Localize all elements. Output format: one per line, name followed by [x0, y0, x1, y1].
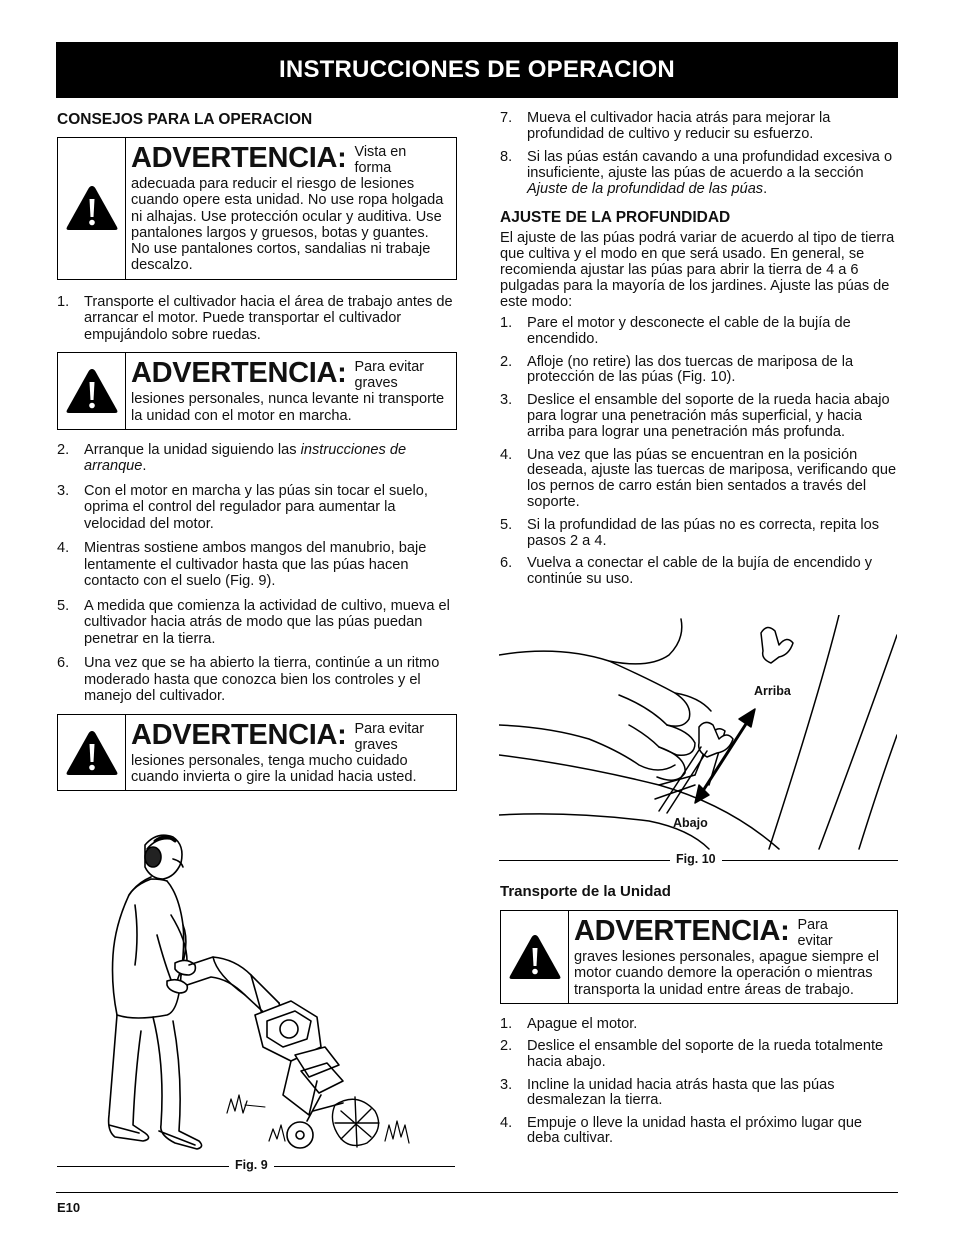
steps-list-3: [500, 110, 898, 197]
page-header: [56, 42, 898, 98]
warning-triangle-icon: [65, 366, 119, 416]
warning-first-text: Para evitar graves: [354, 359, 425, 392]
list-item: 8. Si las púas están cavando a una profundidad excesiva o insuficiente, ajuste las púas de acuerdo a la sección Ajuste de la profundidad de las púas.: [500, 149, 893, 197]
warning-icon-cell: [58, 353, 126, 429]
list-item: 1. Transporte el cultivador hacia el área de trabajo antes de arrancar el motor. Puede transportar el cultivador empujándolo sobre ruedas.: [57, 293, 453, 343]
list-item: 2. Deslice el ensamble del soporte de la rueda totalmente hacia abajo.: [500, 1038, 884, 1071]
warning-first-text: Vista en forma: [354, 144, 407, 176]
warning-word: ADVERTENCIA:: [574, 915, 790, 947]
page-title: INSTRUCCIONES DE OPERACION: [279, 56, 675, 83]
list-item: 1. Apague el motor.: [500, 1015, 638, 1032]
page-number: E10: [57, 1200, 81, 1215]
list-item: 2. Afloje (no retire) las dos tuercas de mariposa de la protección de las púas (Fig. 10).: [500, 353, 854, 386]
fig10-up-label: Arriba: [754, 684, 791, 698]
warning-text: graves lesiones personales, apague siempre el motor cuando demore la operación o mientras transporta la unidad entre áreas de trabajo.: [574, 949, 880, 998]
warning-icon-cell: [58, 138, 126, 279]
steps-list-1: [57, 294, 457, 344]
list-item: 2. Arranque la unidad siguiendo las instrucciones de arranque.: [57, 441, 407, 475]
warning-triangle-icon: [65, 728, 119, 778]
transport-section: [500, 882, 898, 1152]
adjust-intro: El ajuste de las púas podrá variar de acuerdo al tipo de tierra que cultiva y el modo en que será usado. En general, se recomienda ajustar las púas para abrir la tierra de 4 a 6 pulgadas para la mayoría de los jardines. Ajuste las púas de este modo:: [500, 230, 895, 310]
warning-text: adecuada para reducir el riesgo de lesiones cuando opere esta unidad. No use ropa holgada ni alhajas. Use protección ocular y auditiva. Use pantalones largos y gruesos, botas y guantes. No use pantalones cortos, sandalias ni trabaje descalzo.: [131, 176, 444, 274]
list-item: 3. Incline la unidad hacia atrás hasta que las púas desmalezan la tierra.: [500, 1076, 835, 1109]
transport-title: Transporte de la Unidad: [500, 883, 671, 900]
transport-steps-list: [500, 1017, 898, 1147]
fig10-down-label: Abajo: [673, 816, 708, 830]
warning-icon-cell: [58, 715, 126, 791]
steps-list-2: [57, 442, 457, 705]
footer-divider: [56, 1192, 898, 1193]
list-item: 6. Una vez que se ha abierto la tierra, continúe a un ritmo moderado hasta que conozca bien los controles y el manejo del cultivador.: [57, 655, 440, 705]
warning-box-3: [57, 714, 457, 792]
list-item: 4. Mientras sostiene ambos mangos del manubrio, baje lentamente el cultivador hasta que las púas hacen contacto con el suelo (Fig. 9).: [57, 540, 427, 590]
warning-text: lesiones personales, nunca levante ni transporte la unidad con el motor en marcha.: [131, 391, 445, 424]
list-item: 3. Con el motor en marcha y las púas sin tocar el suelo, oprima el control del regulador para aumentar la velocidad del motor.: [57, 482, 428, 532]
right-column: [500, 110, 898, 593]
list-item: 5. Si la profundidad de las púas no es correcta, repita los pasos 2 a 4.: [500, 516, 880, 549]
warning-first-text: Para evitar: [797, 917, 833, 949]
warning-box-4: [500, 910, 898, 1004]
warning-box-2: [57, 352, 457, 430]
list-item: 3. Deslice el ensamble del soporte de la rueda hacia abajo para lograr una penetración más superficial, y hacia arriba para lograr una penetración más profunda.: [500, 392, 890, 440]
list-item: 4. Empuje o lleve la unidad hasta el próximo lugar que deba cultivar.: [500, 1114, 863, 1147]
section-title-consejos: CONSEJOS PARA LA OPERACION: [57, 111, 313, 128]
warning-triangle-icon: [65, 183, 119, 233]
tine-depth-illustration: [499, 615, 897, 850]
fig9-label: Fig. 9: [229, 1158, 274, 1172]
warning-icon-cell: [501, 911, 569, 1003]
tiller-operator-illustration: [95, 825, 425, 1160]
warning-triangle-icon: [508, 932, 562, 982]
list-item: 1. Pare el motor y desconecte el cable de la bujía de encendido.: [500, 315, 851, 347]
warning-text: lesiones personales, tenga mucho cuidado cuando invierta o gire la unidad hacia usted.: [131, 752, 417, 786]
section-title-ajuste: AJUSTE DE LA PROFUNDIDAD: [500, 209, 731, 226]
warning-first-text: Para evitar graves: [354, 720, 425, 753]
warning-word: ADVERTENCIA:: [131, 357, 347, 390]
list-item: 5. A medida que comienza la actividad de cultivo, mueva el cultivador hacia atrás de modo que las púas puedan penetrar en la tierra.: [57, 597, 450, 647]
adjust-steps-list: [500, 316, 898, 588]
warning-box-1: [57, 137, 457, 280]
fig10-label: Fig. 10: [670, 852, 722, 866]
list-item: 6. Vuelva a conectar el cable de la bujía de encendido y continúe su uso.: [500, 555, 873, 588]
warning-word: ADVERTENCIA:: [131, 718, 347, 751]
warning-word: ADVERTENCIA:: [131, 142, 347, 174]
list-item: 4. Una vez que las púas se encuentran en la posición deseada, ajuste las tuercas de mariposa, verificando que los pernos de carro están bien sentados a través del soporte.: [500, 446, 897, 510]
list-item: 7. Mueva el cultivador hacia atrás para mejorar la profundidad de cultivo y reducir su esfuerzo.: [500, 110, 831, 142]
left-column: [57, 110, 457, 791]
